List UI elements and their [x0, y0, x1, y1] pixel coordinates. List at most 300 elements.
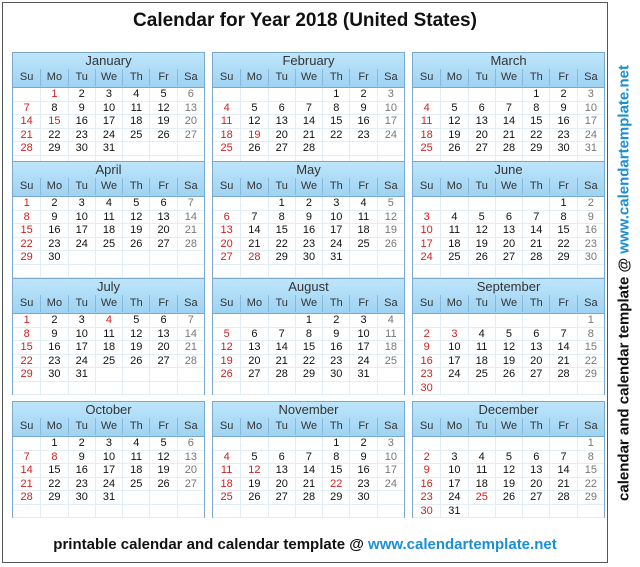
day-cell: 28: [240, 251, 267, 265]
day-cell: 25: [413, 142, 440, 156]
weekday-label: Fr: [349, 418, 376, 435]
weekday-label: We: [295, 418, 322, 435]
day-cell: 29: [268, 251, 295, 265]
day-cell: 30: [577, 251, 604, 265]
empty-cell: [68, 265, 95, 279]
day-cell: 28: [522, 251, 549, 265]
day-cell: 11: [349, 211, 376, 225]
day-cell: 12: [495, 341, 522, 355]
empty-cell: [149, 505, 176, 519]
empty-cell: [495, 382, 522, 396]
day-cell: 6: [522, 328, 549, 342]
empty-cell: [177, 382, 204, 396]
empty-cell: [13, 382, 40, 396]
day-cell: 1: [522, 88, 549, 102]
day-cell: 30: [549, 142, 576, 156]
day-cell: 9: [349, 451, 376, 465]
empty-cell: [122, 382, 149, 396]
weekday-header: [13, 418, 204, 435]
empty-cell: [377, 491, 404, 505]
day-cell: 8: [40, 451, 67, 465]
day-cell: 11: [413, 115, 440, 129]
side-banner: [609, 2, 639, 563]
month-header: [13, 402, 204, 437]
day-cell: 19: [149, 464, 176, 478]
day-cell: 9: [413, 464, 440, 478]
side-link[interactable]: www.calendartemplate.net: [615, 65, 633, 254]
month-header: [13, 53, 204, 88]
day-cell: 22: [40, 478, 67, 492]
weekday-label: Sa: [177, 69, 204, 86]
day-cell: 6: [468, 102, 495, 116]
empty-cell: [149, 142, 176, 156]
empty-cell: [413, 88, 440, 102]
weekday-label: Fr: [149, 178, 176, 195]
day-cell: 14: [13, 115, 40, 129]
day-cell: 6: [177, 437, 204, 451]
day-cell: 18: [95, 224, 122, 238]
day-cell: 15: [13, 341, 40, 355]
day-cell: 22: [322, 478, 349, 492]
empty-cell: [349, 265, 376, 279]
weekday-label: Su: [19, 297, 34, 309]
empty-cell: [468, 314, 495, 328]
day-cell: 31: [95, 142, 122, 156]
day-grid: [213, 88, 404, 169]
day-cell: 9: [577, 211, 604, 225]
day-cell: 26: [495, 491, 522, 505]
day-cell: 11: [95, 211, 122, 225]
weekday-label: Fr: [349, 295, 376, 312]
day-cell: 2: [577, 197, 604, 211]
day-grid: [13, 437, 204, 518]
empty-cell: [495, 437, 522, 451]
empty-cell: [349, 382, 376, 396]
day-cell: 17: [377, 464, 404, 478]
empty-cell: [177, 505, 204, 519]
weekday-header: [213, 69, 404, 86]
weekday-label: Su: [19, 180, 34, 192]
empty-cell: [268, 314, 295, 328]
weekday-label: Sa: [577, 295, 604, 312]
day-cell: 15: [295, 341, 322, 355]
day-cell: 13: [495, 224, 522, 238]
month-name: October: [85, 402, 132, 417]
month-name: April: [95, 162, 122, 177]
month-name: January: [85, 53, 132, 68]
empty-cell: [295, 505, 322, 519]
day-cell: 4: [122, 88, 149, 102]
empty-cell: [413, 437, 440, 451]
empty-cell: [549, 314, 576, 328]
day-cell: 12: [495, 464, 522, 478]
empty-cell: [13, 265, 40, 279]
empty-cell: [177, 491, 204, 505]
empty-cell: [40, 382, 67, 396]
day-cell: 12: [122, 328, 149, 342]
weekday-label: We: [95, 69, 122, 86]
footer-text: printable calendar and calendar template @: [53, 536, 369, 553]
day-cell: 2: [40, 314, 67, 328]
day-cell: 17: [413, 238, 440, 252]
weekday-label: Tu: [68, 295, 95, 312]
day-cell: 21: [268, 355, 295, 369]
day-cell: 15: [268, 224, 295, 238]
weekday-label: We: [95, 178, 122, 195]
day-cell: 28: [495, 142, 522, 156]
weekday-label: Th: [522, 69, 549, 86]
day-cell: 25: [349, 238, 376, 252]
day-cell: 30: [40, 368, 67, 382]
day-cell: 6: [213, 211, 240, 225]
day-cell: 31: [68, 368, 95, 382]
day-cell: 2: [68, 437, 95, 451]
day-cell: 26: [240, 491, 267, 505]
empty-cell: [468, 197, 495, 211]
day-cell: 6: [268, 102, 295, 116]
day-cell: 10: [577, 102, 604, 116]
day-cell: 15: [322, 115, 349, 129]
day-cell: 27: [522, 491, 549, 505]
month-name: February: [282, 53, 335, 68]
day-cell: 28: [295, 491, 322, 505]
day-cell: 28: [268, 368, 295, 382]
empty-cell: [268, 88, 295, 102]
day-cell: 19: [377, 224, 404, 238]
weekday-label: Sa: [577, 178, 604, 195]
day-cell: 21: [13, 129, 40, 143]
day-cell: 13: [213, 224, 240, 238]
day-cell: 9: [68, 451, 95, 465]
weekday-label: Sa: [577, 418, 604, 435]
day-cell: 21: [495, 129, 522, 143]
day-cell: 1: [40, 437, 67, 451]
day-cell: 19: [122, 341, 149, 355]
month-name: June: [494, 162, 523, 177]
empty-cell: [213, 382, 240, 396]
day-cell: 16: [295, 224, 322, 238]
weekday-label: Mo: [240, 418, 267, 435]
day-cell: 14: [177, 211, 204, 225]
empty-cell: [377, 368, 404, 382]
day-cell: 11: [122, 102, 149, 116]
day-grid: [213, 314, 404, 395]
empty-cell: [468, 437, 495, 451]
day-cell: 21: [522, 238, 549, 252]
weekday-label: Tu: [468, 69, 495, 86]
empty-cell: [349, 142, 376, 156]
weekday-label: We: [295, 178, 322, 195]
empty-cell: [295, 437, 322, 451]
day-cell: 2: [413, 451, 440, 465]
day-grid: [413, 197, 604, 278]
day-cell: 24: [440, 491, 467, 505]
weekday-label: Mo: [240, 69, 267, 86]
day-cell: 30: [40, 251, 67, 265]
day-cell: 19: [495, 355, 522, 369]
day-cell: 14: [522, 224, 549, 238]
day-cell: 24: [68, 355, 95, 369]
empty-cell: [149, 265, 176, 279]
day-grid: [13, 314, 204, 395]
day-cell: 3: [95, 437, 122, 451]
day-cell: 30: [349, 491, 376, 505]
day-cell: 11: [213, 115, 240, 129]
month-april: [12, 161, 205, 278]
day-cell: 26: [149, 478, 176, 492]
empty-cell: [122, 142, 149, 156]
day-cell: 15: [40, 115, 67, 129]
day-cell: 30: [322, 368, 349, 382]
day-cell: 23: [68, 478, 95, 492]
day-cell: 5: [440, 102, 467, 116]
day-cell: 12: [149, 451, 176, 465]
weekday-label: Mo: [240, 178, 267, 195]
day-cell: 31: [440, 505, 467, 519]
weekday-label: Su: [419, 297, 434, 309]
day-cell: 14: [495, 115, 522, 129]
day-cell: 12: [240, 464, 267, 478]
day-cell: 16: [413, 355, 440, 369]
weekday-header: [413, 178, 604, 195]
day-cell: 4: [349, 197, 376, 211]
day-cell: 6: [495, 211, 522, 225]
day-cell: 18: [122, 464, 149, 478]
day-cell: 15: [549, 224, 576, 238]
day-cell: 28: [177, 355, 204, 369]
day-cell: 27: [268, 142, 295, 156]
day-cell: 8: [40, 102, 67, 116]
day-cell: 26: [495, 368, 522, 382]
day-cell: 14: [549, 341, 576, 355]
empty-cell: [377, 142, 404, 156]
day-cell: 24: [95, 129, 122, 143]
empty-cell: [240, 505, 267, 519]
day-cell: 2: [40, 197, 67, 211]
day-cell: 19: [149, 115, 176, 129]
day-cell: 20: [149, 224, 176, 238]
day-cell: 23: [413, 368, 440, 382]
weekday-label: Su: [219, 180, 234, 192]
day-cell: 7: [549, 451, 576, 465]
day-cell: 21: [549, 478, 576, 492]
weekday-label: Th: [322, 418, 349, 435]
weekday-label: Fr: [149, 69, 176, 86]
weekday-label: Sa: [377, 418, 404, 435]
day-cell: 1: [13, 314, 40, 328]
day-cell: 17: [377, 115, 404, 129]
day-cell: 19: [468, 238, 495, 252]
day-cell: 21: [13, 478, 40, 492]
day-cell: 16: [349, 115, 376, 129]
day-cell: 11: [468, 341, 495, 355]
weekday-label: Mo: [440, 418, 467, 435]
day-cell: 24: [349, 355, 376, 369]
day-cell: 18: [468, 478, 495, 492]
day-cell: 16: [68, 115, 95, 129]
day-cell: 7: [522, 211, 549, 225]
day-cell: 16: [322, 341, 349, 355]
day-cell: 24: [413, 251, 440, 265]
day-cell: 31: [322, 251, 349, 265]
day-cell: 3: [377, 88, 404, 102]
day-cell: 29: [13, 368, 40, 382]
weekday-label: Sa: [577, 69, 604, 86]
day-cell: 8: [577, 451, 604, 465]
day-cell: 22: [577, 355, 604, 369]
day-cell: 28: [549, 491, 576, 505]
day-cell: 13: [268, 464, 295, 478]
empty-cell: [122, 491, 149, 505]
weekday-label: Th: [522, 418, 549, 435]
empty-cell: [549, 505, 576, 519]
day-cell: 21: [177, 341, 204, 355]
weekday-label: Tu: [268, 418, 295, 435]
side-text: calendar and calendar template @: [615, 253, 633, 501]
day-cell: 3: [440, 451, 467, 465]
day-cell: 2: [349, 88, 376, 102]
day-cell: 16: [413, 478, 440, 492]
empty-cell: [349, 505, 376, 519]
day-cell: 13: [240, 341, 267, 355]
weekday-label: Tu: [468, 295, 495, 312]
weekday-header: [213, 418, 404, 435]
empty-cell: [68, 251, 95, 265]
month-february: [212, 52, 405, 169]
day-cell: 22: [549, 238, 576, 252]
day-cell: 27: [177, 478, 204, 492]
weekday-label: Fr: [549, 69, 576, 86]
day-cell: 10: [377, 102, 404, 116]
day-cell: 14: [295, 115, 322, 129]
month-header: [213, 162, 404, 197]
day-cell: 9: [349, 102, 376, 116]
day-cell: 12: [377, 211, 404, 225]
empty-cell: [413, 314, 440, 328]
day-cell: 18: [95, 341, 122, 355]
day-cell: 15: [522, 115, 549, 129]
day-cell: 8: [268, 211, 295, 225]
weekday-label: Th: [522, 178, 549, 195]
month-name: May: [296, 162, 321, 177]
weekday-label: We: [495, 418, 522, 435]
day-cell: 24: [577, 129, 604, 143]
day-cell: 22: [522, 129, 549, 143]
day-cell: 17: [322, 224, 349, 238]
day-cell: 25: [122, 129, 149, 143]
weekday-label: Mo: [40, 295, 67, 312]
day-cell: 23: [322, 355, 349, 369]
day-cell: 4: [468, 328, 495, 342]
day-cell: 21: [177, 224, 204, 238]
weekday-label: Su: [19, 71, 34, 83]
empty-cell: [577, 505, 604, 519]
day-cell: 16: [40, 224, 67, 238]
day-cell: 22: [577, 478, 604, 492]
empty-cell: [122, 265, 149, 279]
empty-cell: [377, 382, 404, 396]
weekday-label: Tu: [68, 69, 95, 86]
weekday-label: Tu: [268, 69, 295, 86]
day-cell: 27: [177, 129, 204, 143]
month-name: November: [278, 402, 339, 417]
day-cell: 25: [213, 491, 240, 505]
day-cell: 25: [213, 142, 240, 156]
day-cell: 4: [377, 314, 404, 328]
day-cell: 8: [295, 328, 322, 342]
month-name: September: [476, 279, 541, 294]
day-cell: 12: [122, 211, 149, 225]
day-cell: 29: [577, 491, 604, 505]
page-title: Calendar for Year 2018 (United States): [133, 10, 477, 31]
day-cell: 13: [177, 451, 204, 465]
day-cell: 11: [213, 464, 240, 478]
empty-cell: [40, 505, 67, 519]
month-header: [13, 279, 204, 314]
day-cell: 13: [468, 115, 495, 129]
day-cell: 5: [468, 211, 495, 225]
month-january: [12, 52, 205, 169]
weekday-label: We: [95, 295, 122, 312]
empty-cell: [268, 265, 295, 279]
empty-cell: [213, 88, 240, 102]
day-cell: 21: [295, 478, 322, 492]
day-cell: 14: [177, 328, 204, 342]
day-cell: 8: [13, 328, 40, 342]
weekday-label: We: [95, 418, 122, 435]
day-cell: 23: [295, 238, 322, 252]
day-cell: 3: [95, 88, 122, 102]
day-cell: 29: [295, 368, 322, 382]
day-cell: 25: [95, 355, 122, 369]
day-cell: 28: [295, 142, 322, 156]
day-cell: 7: [177, 314, 204, 328]
day-cell: 21: [295, 129, 322, 143]
day-cell: 20: [213, 238, 240, 252]
day-cell: 11: [95, 328, 122, 342]
day-cell: 13: [522, 341, 549, 355]
day-cell: 30: [295, 251, 322, 265]
day-grid: [13, 197, 204, 278]
day-cell: 13: [522, 464, 549, 478]
day-cell: 5: [122, 314, 149, 328]
day-cell: 19: [240, 129, 267, 143]
empty-cell: [522, 265, 549, 279]
day-cell: 13: [149, 211, 176, 225]
day-cell: 16: [549, 115, 576, 129]
day-cell: 15: [40, 464, 67, 478]
empty-cell: [13, 505, 40, 519]
month-name: March: [490, 53, 527, 68]
weekday-header: [13, 295, 204, 312]
day-cell: 7: [13, 102, 40, 116]
day-cell: 14: [13, 464, 40, 478]
day-cell: 2: [549, 88, 576, 102]
day-cell: 5: [495, 451, 522, 465]
day-cell: 7: [495, 102, 522, 116]
day-cell: 12: [440, 115, 467, 129]
footer-link[interactable]: www.calendartemplate.net: [368, 536, 557, 553]
weekday-label: Fr: [149, 295, 176, 312]
weekday-label: Tu: [268, 178, 295, 195]
day-cell: 7: [295, 102, 322, 116]
day-cell: 6: [149, 314, 176, 328]
weekday-label: Th: [122, 178, 149, 195]
day-cell: 27: [149, 238, 176, 252]
weekday-label: Su: [219, 420, 234, 432]
day-cell: 15: [577, 464, 604, 478]
day-cell: 9: [295, 211, 322, 225]
